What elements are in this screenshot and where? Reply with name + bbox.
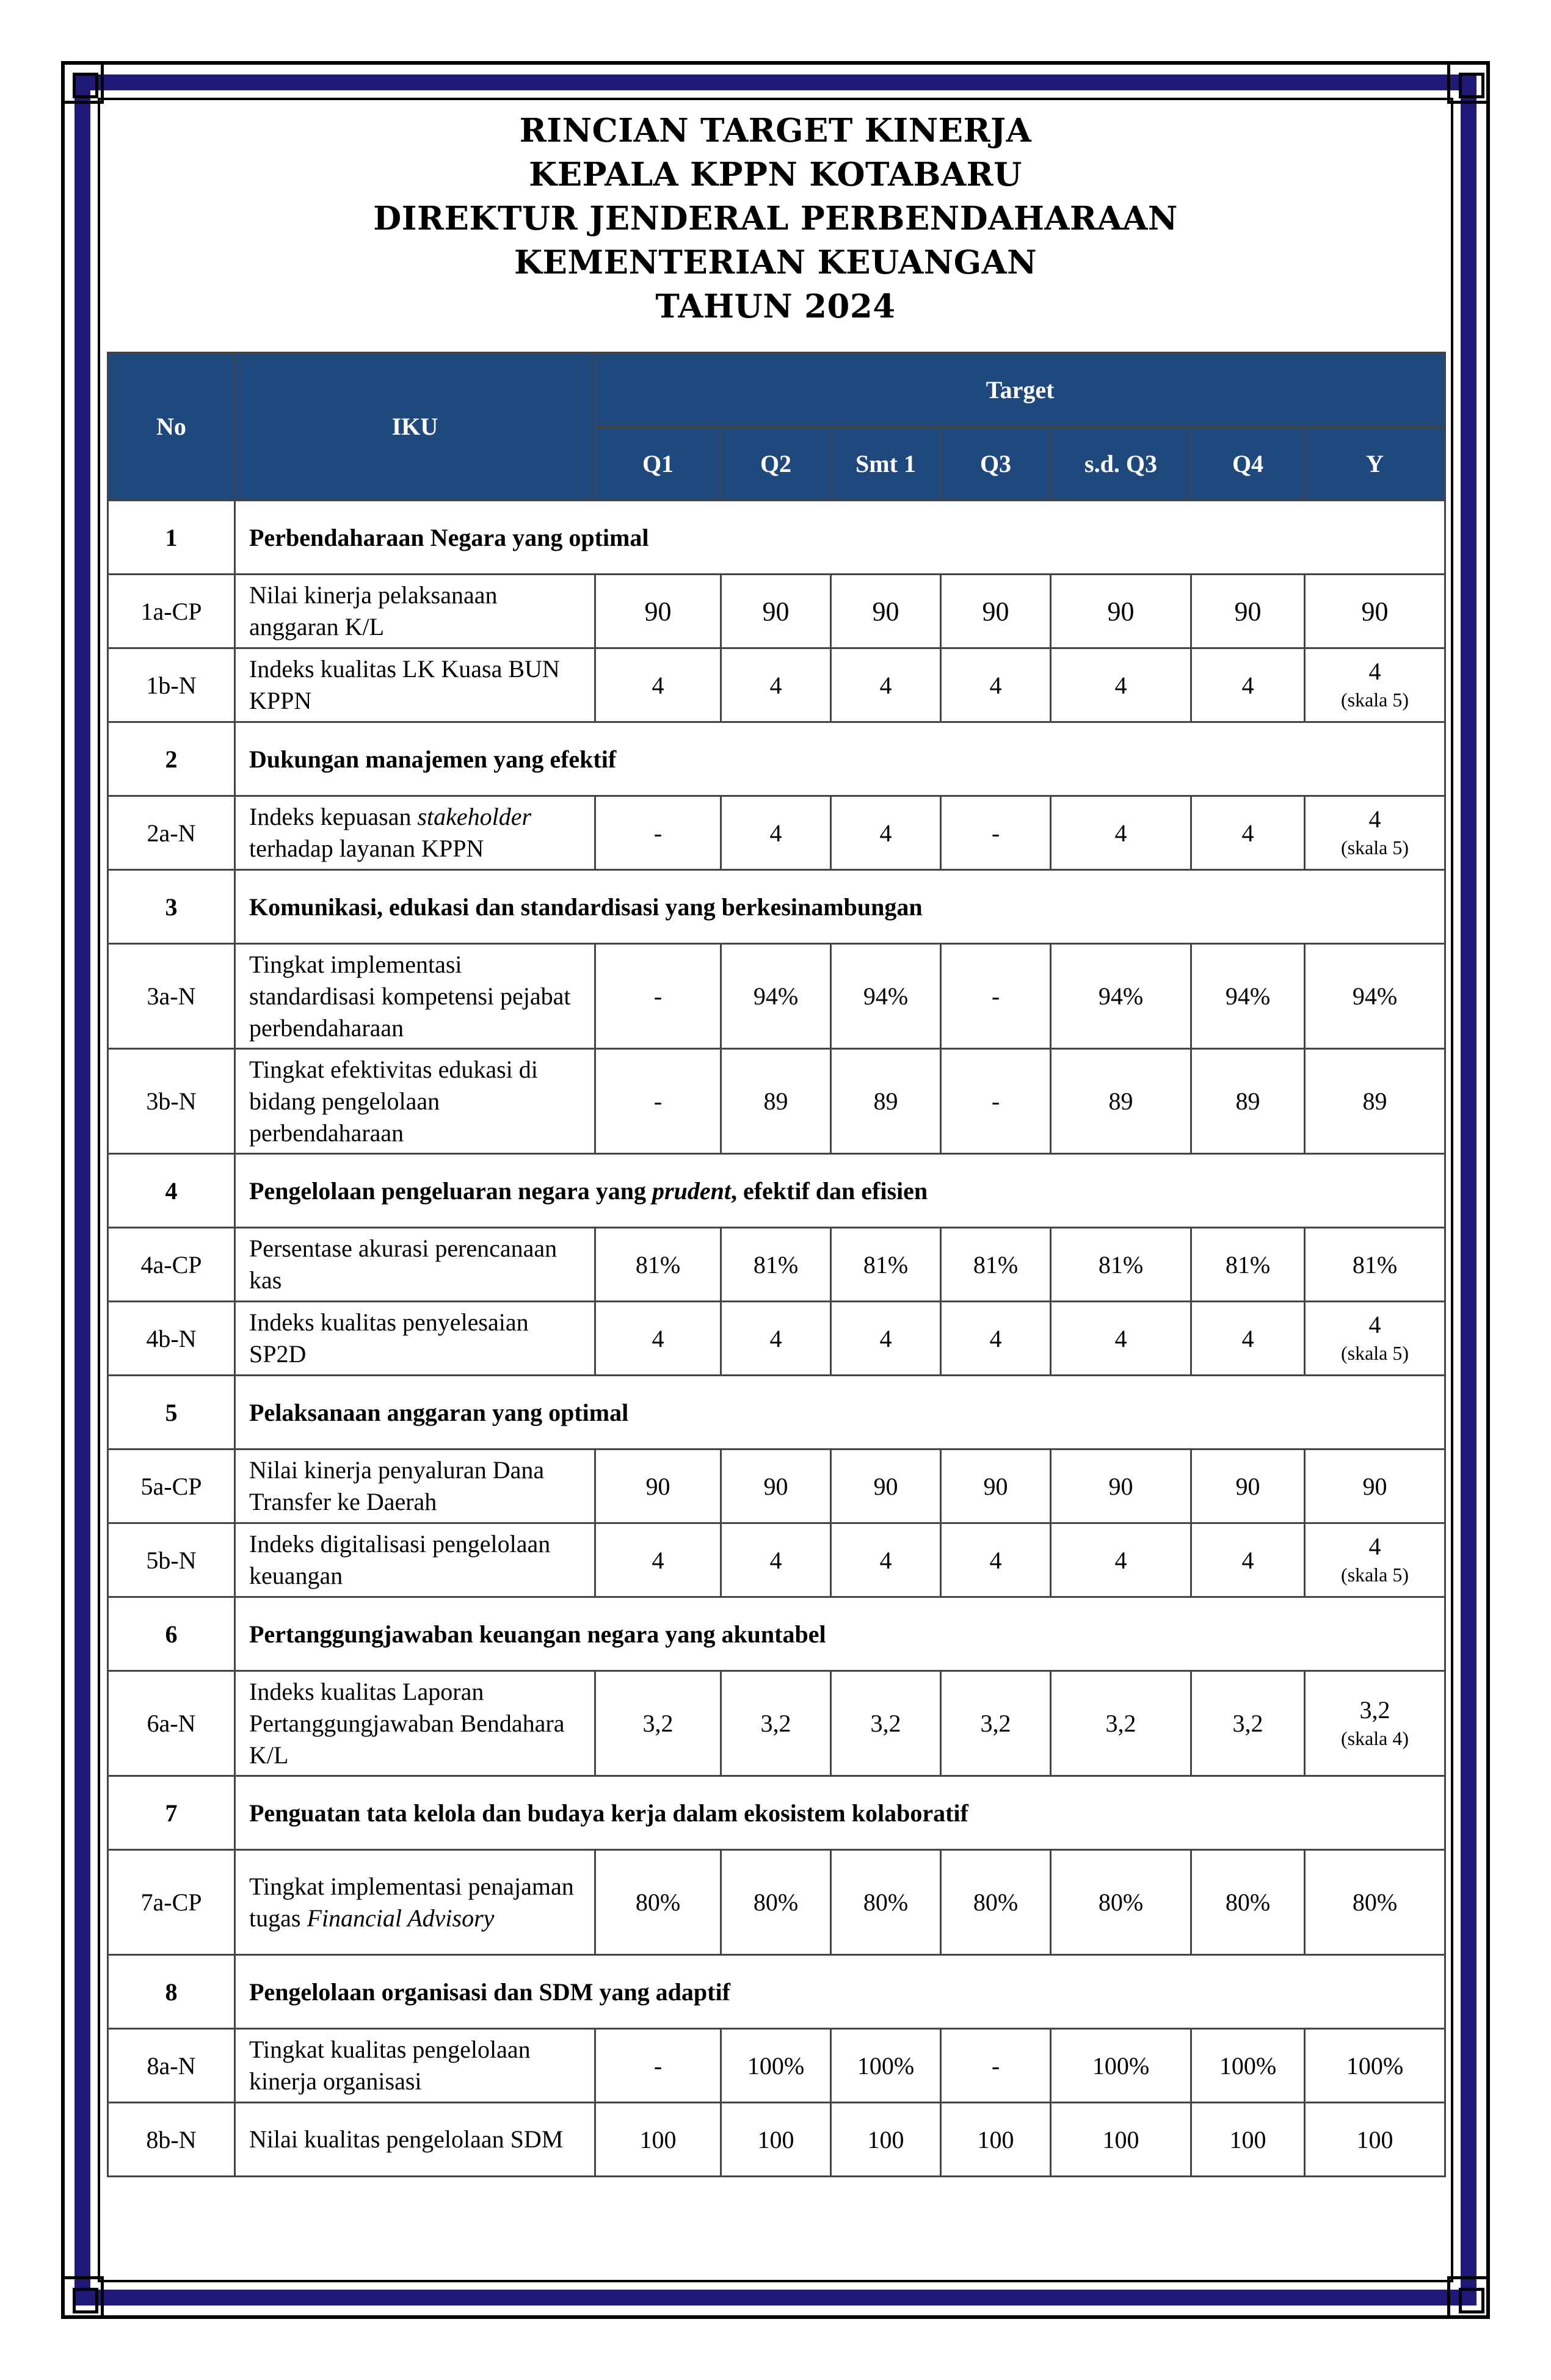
value-q2: 90 (721, 575, 831, 648)
iku-code: 4b-N (108, 1302, 235, 1376)
value-q2: 81% (721, 1228, 831, 1302)
scale-note: (skala 5) (1340, 689, 1409, 711)
category-row (108, 1955, 1445, 2029)
value-y (1305, 1302, 1445, 1376)
value-q1: - (595, 796, 721, 870)
value-smt1: 4 (831, 796, 941, 870)
value-q4: 90 (1191, 575, 1305, 648)
category-title: Komunikasi, edukasi dan standardisasi yang berkesinambungan (235, 870, 1445, 944)
value-q2: 94% (721, 944, 831, 1049)
iku-code: 6a-N (108, 1671, 235, 1776)
value-q4: 94% (1191, 944, 1305, 1049)
target-table (107, 352, 1446, 2177)
title-line-3: DIREKTUR JENDERAL PERBENDAHARAAN (373, 200, 1178, 238)
value-sdq3: 94% (1051, 944, 1191, 1049)
value-y (1305, 1523, 1445, 1597)
table-row (108, 648, 1445, 722)
category-row (108, 870, 1445, 944)
value-smt1: 89 (831, 1049, 941, 1154)
value-q3: 100 (941, 2103, 1051, 2177)
category-title-text: Pengelolaan pengeluaran negara yang (249, 1177, 653, 1205)
value-q3: - (941, 944, 1051, 1049)
category-number: 3 (108, 870, 235, 944)
scale-note: (skala 5) (1340, 1564, 1409, 1586)
value-q3: 4 (941, 1302, 1051, 1376)
value-q3: 3,2 (941, 1671, 1051, 1776)
iku-code: 4a-CP (108, 1228, 235, 1302)
document-title (104, 109, 1447, 328)
table-row (108, 1850, 1445, 1955)
value-smt1: 100% (831, 2029, 941, 2103)
iku-name: Nilai kinerja pelaksanaan anggaran K/L (235, 575, 595, 648)
value-q2: 100 (721, 2103, 831, 2177)
iku-name: Indeks kualitas Laporan Pertanggungjawaban Bendahara K/L (235, 1671, 595, 1776)
table-body (108, 501, 1445, 2177)
category-row (108, 1376, 1445, 1449)
scale-note: (skala 4) (1340, 1727, 1409, 1749)
value-q2: 4 (721, 796, 831, 870)
header-smt1: Smt 1 (831, 427, 941, 501)
category-title: Pengelolaan organisasi dan SDM yang adaptif (235, 1955, 1445, 2029)
category-title: Perbendaharaan Negara yang optimal (235, 501, 1445, 575)
value-y: 100% (1305, 2029, 1445, 2103)
value-sdq3: 4 (1051, 648, 1191, 722)
value-q3: 81% (941, 1228, 1051, 1302)
iku-code: 8a-N (108, 2029, 235, 2103)
value-sdq3: 4 (1051, 1302, 1191, 1376)
value-smt1: 81% (831, 1228, 941, 1302)
value-sdq3: 80% (1051, 1850, 1191, 1955)
iku-name: Indeks kualitas penyelesaian SP2D (235, 1302, 595, 1376)
value-y-number: 4 (1368, 1533, 1381, 1560)
category-row (108, 1154, 1445, 1228)
category-row (108, 501, 1445, 575)
value-smt1: 90 (831, 1449, 941, 1523)
value-q1: 3,2 (595, 1671, 721, 1776)
iku-name-italic: stakeholder (417, 803, 532, 830)
value-smt1: 4 (831, 648, 941, 722)
value-q4: 3,2 (1191, 1671, 1305, 1776)
table-row (108, 1049, 1445, 1154)
value-q1: 4 (595, 1523, 721, 1597)
iku-code: 5a-CP (108, 1449, 235, 1523)
corner-ornament-top-right (1447, 61, 1490, 104)
category-number: 8 (108, 1955, 235, 2029)
iku-name-italic: Financial Advisory (307, 1904, 495, 1932)
iku-name: Tingkat implementasi standardisasi kompetensi pejabat perbendaharaan (235, 944, 595, 1049)
corner-ornament-bottom-right (1447, 2276, 1490, 2319)
category-number: 1 (108, 501, 235, 575)
header-y: Y (1305, 427, 1445, 501)
value-y (1305, 1671, 1445, 1776)
value-y (1305, 648, 1445, 722)
category-number: 4 (108, 1154, 235, 1228)
table-row (108, 944, 1445, 1049)
title-line-1: RINCIAN TARGET KINERJA (519, 112, 1032, 150)
value-smt1: 3,2 (831, 1671, 941, 1776)
value-q4: 4 (1191, 796, 1305, 870)
title-line-2: KEPALA KPPN KOTABARU (529, 156, 1022, 194)
value-sdq3: 100% (1051, 2029, 1191, 2103)
value-q4: 89 (1191, 1049, 1305, 1154)
iku-name: Nilai kualitas pengelolaan SDM (235, 2103, 595, 2177)
value-q1: 80% (595, 1850, 721, 1955)
header-iku: IKU (235, 353, 595, 501)
value-q4: 4 (1191, 1523, 1305, 1597)
value-q2: 4 (721, 648, 831, 722)
category-title-text: , efektif dan efisien (730, 1177, 928, 1205)
category-title-italic: prudent (652, 1177, 731, 1205)
iku-code: 8b-N (108, 2103, 235, 2177)
value-q2: 80% (721, 1850, 831, 1955)
iku-code: 7a-CP (108, 1850, 235, 1955)
header-q4: Q4 (1191, 427, 1305, 501)
value-sdq3: 4 (1051, 1523, 1191, 1597)
value-q3: 4 (941, 648, 1051, 722)
value-q3: 4 (941, 1523, 1051, 1597)
value-y-number: 3,2 (1359, 1696, 1390, 1724)
category-row (108, 1597, 1445, 1671)
value-q3: 80% (941, 1850, 1051, 1955)
category-number: 7 (108, 1776, 235, 1850)
value-q1: 100 (595, 2103, 721, 2177)
value-y (1305, 796, 1445, 870)
table-row (108, 1523, 1445, 1597)
title-line-4: KEMENTERIAN KEUANGAN (514, 244, 1037, 281)
value-sdq3: 81% (1051, 1228, 1191, 1302)
iku-name-text: Indeks kepuasan (249, 803, 418, 830)
category-title: Dukungan manajemen yang efektif (235, 722, 1445, 796)
value-y: 89 (1305, 1049, 1445, 1154)
corner-ornament-top-left (61, 61, 104, 104)
value-q3: - (941, 796, 1051, 870)
table-row (108, 575, 1445, 648)
table-row (108, 1449, 1445, 1523)
table-row (108, 2103, 1445, 2177)
value-y: 80% (1305, 1850, 1445, 1955)
value-q3: - (941, 2029, 1051, 2103)
value-q2: 90 (721, 1449, 831, 1523)
value-q3: - (941, 1049, 1051, 1154)
value-q2: 100% (721, 2029, 831, 2103)
value-q2: 89 (721, 1049, 831, 1154)
corner-ornament-bottom-left (61, 2276, 104, 2319)
table-header (108, 353, 1445, 501)
header-q2: Q2 (721, 427, 831, 501)
value-smt1: 80% (831, 1850, 941, 1955)
title-line-5: TAHUN 2024 (655, 288, 896, 325)
value-q4: 81% (1191, 1228, 1305, 1302)
iku-name: Tingkat efektivitas edukasi di bidang pengelolaan perbendaharaan (235, 1049, 595, 1154)
iku-name: Indeks digitalisasi pengelolaan keuangan (235, 1523, 595, 1597)
value-q2: 4 (721, 1302, 831, 1376)
iku-code: 3b-N (108, 1049, 235, 1154)
category-title: Pertanggungjawaban keuangan negara yang akuntabel (235, 1597, 1445, 1671)
value-y: 90 (1305, 575, 1445, 648)
iku-name: Indeks kualitas LK Kuasa BUN KPPN (235, 648, 595, 722)
value-q1: - (595, 1049, 721, 1154)
value-smt1: 4 (831, 1302, 941, 1376)
iku-name (235, 796, 595, 870)
value-smt1: 100 (831, 2103, 941, 2177)
table-row (108, 2029, 1445, 2103)
category-title (235, 1154, 1445, 1228)
value-sdq3: 3,2 (1051, 1671, 1191, 1776)
iku-name: Nilai kinerja penyaluran Dana Transfer ke Daerah (235, 1449, 595, 1523)
value-y-number: 4 (1368, 658, 1381, 685)
value-q4: 100 (1191, 2103, 1305, 2177)
value-y: 100 (1305, 2103, 1445, 2177)
value-sdq3: 89 (1051, 1049, 1191, 1154)
header-q1: Q1 (595, 427, 721, 501)
value-sdq3: 4 (1051, 796, 1191, 870)
category-title: Penguatan tata kelola dan budaya kerja dalam ekosistem kolaboratif (235, 1776, 1445, 1850)
iku-code: 1a-CP (108, 575, 235, 648)
value-q1: 90 (595, 575, 721, 648)
category-row (108, 1776, 1445, 1850)
value-q1: 4 (595, 648, 721, 722)
category-number: 6 (108, 1597, 235, 1671)
value-q4: 4 (1191, 1302, 1305, 1376)
iku-code: 1b-N (108, 648, 235, 722)
value-q4: 80% (1191, 1850, 1305, 1955)
value-q3: 90 (941, 575, 1051, 648)
iku-code: 3a-N (108, 944, 235, 1049)
value-y: 81% (1305, 1228, 1445, 1302)
value-q1: - (595, 944, 721, 1049)
value-q1: 90 (595, 1449, 721, 1523)
table-row (108, 1671, 1445, 1776)
category-number: 5 (108, 1376, 235, 1449)
header-sdq3: s.d. Q3 (1051, 427, 1191, 501)
value-smt1: 90 (831, 575, 941, 648)
category-number: 2 (108, 722, 235, 796)
category-row (108, 722, 1445, 796)
iku-code: 5b-N (108, 1523, 235, 1597)
iku-code: 2a-N (108, 796, 235, 870)
value-q1: 4 (595, 1302, 721, 1376)
table-row (108, 1228, 1445, 1302)
value-sdq3: 100 (1051, 2103, 1191, 2177)
header-q3: Q3 (941, 427, 1051, 501)
value-q4: 90 (1191, 1449, 1305, 1523)
value-q2: 4 (721, 1523, 831, 1597)
header-target: Target (595, 353, 1445, 427)
iku-name: Tingkat kualitas pengelolaan kinerja organisasi (235, 2029, 595, 2103)
iku-name (235, 1850, 595, 1955)
scale-note: (skala 5) (1340, 1342, 1409, 1364)
value-y: 94% (1305, 944, 1445, 1049)
iku-name-text: terhadap layanan KPPN (249, 835, 484, 862)
value-q4: 4 (1191, 648, 1305, 722)
value-smt1: 94% (831, 944, 941, 1049)
category-title: Pelaksanaan anggaran yang optimal (235, 1376, 1445, 1449)
value-q2: 3,2 (721, 1671, 831, 1776)
value-q1: 81% (595, 1228, 721, 1302)
value-q1: - (595, 2029, 721, 2103)
iku-name: Persentase akurasi perencanaan kas (235, 1228, 595, 1302)
value-q3: 90 (941, 1449, 1051, 1523)
value-smt1: 4 (831, 1523, 941, 1597)
iku-name-text: Tingkat implementasi penajaman tugas (249, 1872, 574, 1932)
scale-note: (skala 5) (1340, 836, 1409, 858)
value-sdq3: 90 (1051, 575, 1191, 648)
value-y-number: 4 (1368, 1311, 1381, 1338)
header-no: No (108, 353, 235, 501)
table-row (108, 1302, 1445, 1376)
value-y-number: 4 (1368, 805, 1381, 833)
table-row (108, 796, 1445, 870)
value-y: 90 (1305, 1449, 1445, 1523)
value-sdq3: 90 (1051, 1449, 1191, 1523)
value-q4: 100% (1191, 2029, 1305, 2103)
